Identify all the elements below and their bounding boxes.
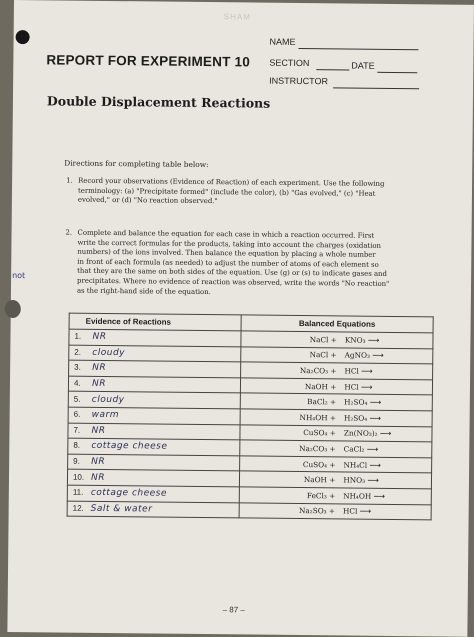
instructor-line [333, 87, 419, 89]
reaction-arrow-icon: ⟶ [372, 351, 384, 361]
evidence-cell [69, 329, 241, 346]
reactant-2-formula: KNO₃ [344, 335, 366, 345]
reaction-arrow-icon: ⟶ [369, 413, 382, 423]
evidence-cell [69, 360, 241, 377]
equation-cell [239, 502, 431, 520]
handwritten-evidence: NR [91, 456, 106, 468]
direction-line: Record your observations (Evidence of Reaction) of each experiment. Use the following [78, 176, 385, 188]
evidence-cell [67, 469, 239, 486]
direction-number: 2. [65, 228, 73, 237]
table-row [67, 501, 431, 520]
reaction-arrow-icon: ⟶ [367, 335, 380, 345]
evidence-cell [67, 485, 239, 502]
report-title: REPORT FOR EXPERIMENT 10 [46, 52, 251, 70]
row-number: 4. [73, 378, 81, 388]
reactant-2-formula: HNO₃ [343, 475, 366, 485]
row-number: 12. [72, 503, 84, 513]
reactant-2 [344, 444, 432, 454]
reactant-2 [345, 335, 433, 345]
evidence-cell [68, 376, 240, 393]
handwritten-evidence: NR [90, 472, 106, 483]
reactant-1: NaCl + [309, 350, 337, 360]
handwritten-evidence: NR [92, 363, 107, 374]
reaction-arrow-icon: ⟶ [359, 506, 372, 517]
reactant-1: NaCl + [309, 334, 337, 345]
reactant-1: CuSO₄ + [303, 428, 336, 438]
page-number: – 87 – [222, 605, 245, 615]
reaction-arrow-icon: ⟶ [369, 460, 381, 470]
handwritten-evidence: NR [91, 425, 106, 436]
date-label: DATE [351, 60, 375, 71]
reactant-1: FeCl₃ + [306, 490, 336, 501]
reactant-2 [344, 398, 432, 408]
direction-line: numbers) of the ions involved. Then balance the equation by placing a whole number [77, 247, 376, 259]
margin-note: not [12, 270, 26, 281]
reactant-2 [343, 476, 431, 486]
reaction-arrow-icon: ⟶ [373, 491, 386, 501]
evidence-cell [69, 345, 241, 362]
directions-title: Directions for completing table below: [64, 158, 209, 170]
faded-header-text: SHAM [223, 12, 252, 22]
row-number: 7. [73, 425, 81, 435]
section-label: SECTION [269, 57, 310, 69]
direction-number: 1. [66, 176, 73, 185]
evidence-cell [68, 407, 240, 424]
reaction-arrow-icon: ⟶ [379, 429, 392, 439]
reactant-1: Na₂SO₃ + [299, 506, 336, 516]
direction-line: evolved," or (d) "No reaction observed." [77, 195, 218, 206]
reactant-2 [343, 507, 431, 517]
handwritten-evidence: cloudy [92, 347, 126, 359]
handwritten-evidence: NR [91, 378, 107, 390]
reaction-arrow-icon: ⟶ [367, 475, 379, 485]
reaction-arrow-icon: ⟶ [369, 397, 382, 408]
handwritten-evidence: cloudy [91, 394, 125, 405]
row-number: 10. [72, 472, 85, 482]
reaction-arrow-icon: ⟶ [361, 366, 373, 376]
row-number: 6. [73, 409, 81, 419]
reactant-1: Na₂CO₃ + [299, 443, 336, 454]
reactant-1: CuSO₄ + [302, 459, 336, 469]
name-label: NAME [269, 36, 296, 47]
evidence-cell [68, 454, 240, 471]
reactant-2-formula: NH₄OH [343, 491, 372, 501]
reactant-2-formula: HCl [344, 366, 359, 376]
evidence-cell [68, 391, 240, 408]
evidence-cell [67, 501, 239, 518]
reactant-2-formula: HCl [343, 506, 358, 516]
row-number: 8. [73, 441, 81, 451]
direction-line: Complete and balance the equation for each case in which a reaction occurred. First [77, 228, 375, 240]
reactant-2 [345, 351, 433, 361]
section-line [316, 69, 349, 70]
reaction-arrow-icon: ⟶ [366, 444, 379, 454]
observations-table [67, 313, 434, 521]
handwritten-evidence: NR [92, 332, 107, 343]
direction-line: that they are the same on both sides of the equation. Use (g) or (s) to indicate gases and [77, 267, 387, 279]
row-number: 1. [74, 331, 82, 342]
date-line [377, 72, 417, 73]
instructor-label: INSTRUCTOR [269, 75, 329, 87]
evidence-cell [68, 438, 240, 455]
evidence-column-header: Evidence of Reactions [69, 313, 241, 331]
reactant-2-formula: CaCl₂ [343, 444, 365, 454]
reactant-2-formula: NH₄Cl [343, 460, 368, 470]
equations-column-header: Balanced Equations [241, 315, 433, 333]
name-line [299, 48, 419, 50]
row-number: 5. [73, 394, 81, 404]
reactant-2-formula: H₂SO₄ [344, 397, 368, 407]
reactant-2-formula: HCl [344, 382, 359, 392]
handwritten-evidence: cottage cheese [91, 441, 168, 453]
reactant-2 [344, 413, 432, 423]
reactant-1: NH₄OH + [299, 412, 337, 423]
reactant-2 [344, 429, 432, 439]
handwritten-evidence: warm [91, 410, 120, 421]
reactant-1: NaOH + [303, 475, 336, 485]
direction-line: write the correct formulas for the products, taking into account the charges (oxidation [77, 238, 382, 250]
reactant-2-formula: Zn(NO₃)₂ [343, 428, 378, 439]
worksheet-page [7, 0, 474, 637]
row-number: 3. [74, 363, 81, 373]
binder-hole [16, 30, 30, 44]
direction-line: precipitates. Where no evidence of reaction was observed, write the words "No reaction" [77, 276, 390, 288]
binder-hole [5, 300, 21, 318]
reactant-2-formula: H₂SO₄ [343, 413, 368, 423]
direction-line: in front of each formula (as needed) to adjust the number of atoms of each element so [77, 257, 379, 269]
reactant-2 [344, 366, 432, 376]
handwritten-evidence: cottage cheese [90, 488, 167, 499]
row-number: 11. [72, 487, 84, 497]
reactant-1: NaOH + [304, 381, 337, 391]
direction-line: as the right-hand side of the equation. [76, 286, 211, 296]
direction-line: terminology: (a) "Precipitate formed" (include the color), (b) "Gas evolved," (c) "Heat [77, 186, 376, 198]
handwritten-evidence: Salt & water [90, 503, 153, 515]
reactant-2 [344, 382, 432, 392]
reaction-arrow-icon: ⟶ [360, 382, 373, 392]
reactant-2 [343, 460, 431, 470]
reactant-1: Na₂CO₃ + [299, 365, 337, 376]
evidence-cell [68, 423, 240, 440]
row-number: 9. [73, 456, 80, 466]
row-number: 2. [74, 347, 82, 357]
reactant-2 [343, 491, 431, 501]
experiment-subtitle: Double Displacement Reactions [46, 93, 271, 111]
reactant-2-formula: AgNO₃ [344, 350, 370, 361]
reactant-1: BaCl₂ + [307, 397, 337, 407]
